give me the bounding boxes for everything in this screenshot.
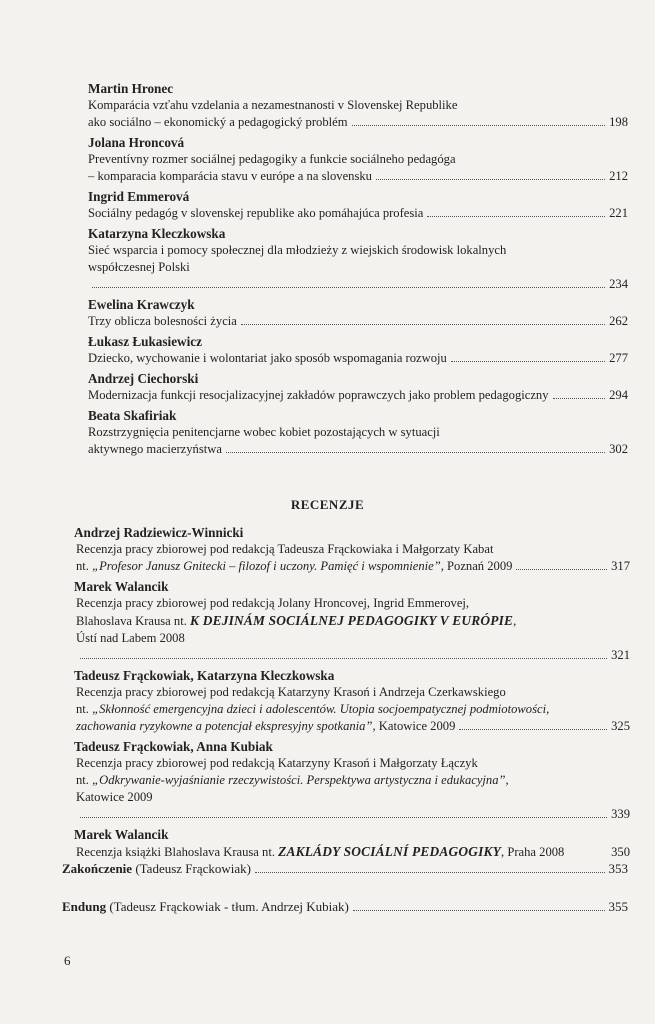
review-title-last-line	[74, 647, 630, 664]
review-page-number: 350	[611, 845, 630, 859]
review-title-line: Katowice 2009	[76, 790, 153, 804]
leader-dots	[516, 569, 607, 570]
toc-page-number: 302	[609, 442, 628, 456]
toc-author: Jolana Hroncová	[88, 135, 185, 150]
toc-title-text: Sociálny pedagóg v slovenskej republike ako pomáhajúca profesia	[88, 206, 424, 220]
closing-author: (Tadeusz Frąckowiak)	[132, 861, 251, 876]
toc-title-text: aktywnego macierzyństwa	[88, 442, 222, 456]
toc-title-last-line	[88, 276, 628, 293]
toc-entry	[88, 225, 628, 293]
toc-page-number: 262	[609, 314, 628, 328]
toc-title-text: Modernizacja funkcji resocjalizacyjnej zakładów poprawczych jako problem pedagogiczny	[88, 388, 549, 402]
toc-author: Ingrid Emmerová	[88, 189, 190, 204]
review-text: ,	[505, 773, 509, 787]
toc-list	[88, 80, 628, 461]
review-title-line: Recenzja pracy zbiorowej pod redakcją Katarzyny Krasoń i Małgorzaty Łączyk	[76, 756, 478, 770]
leader-dots	[553, 398, 606, 399]
leader-dots	[241, 324, 605, 325]
toc-title-last-line	[88, 168, 628, 185]
toc-page-number: 221	[609, 206, 628, 220]
endung-page-number: 355	[608, 899, 628, 914]
toc-author: Ewelina Krawczyk	[88, 297, 195, 312]
leader-dots	[376, 179, 605, 180]
toc-title-text: – komparacia komparácia stavu v európe a na slovensku	[88, 169, 372, 183]
endung-author: (Tadeusz Frąckowiak - tłum. Andrzej Kubiak)	[106, 899, 349, 914]
leader-dots	[353, 910, 605, 911]
toc-author: Katarzyna Kleczkowska	[88, 226, 226, 241]
review-entry	[74, 667, 630, 735]
leader-dots	[352, 125, 606, 126]
review-entry	[74, 738, 630, 823]
review-entry	[74, 524, 630, 575]
toc-title-last-line	[88, 350, 628, 367]
review-title-last-line	[74, 718, 630, 735]
toc-title-text: Trzy oblicza bolesności życia	[88, 314, 237, 328]
toc-page-number: 294	[609, 388, 628, 402]
review-book-title: ZAKLÁDY SOCIÁLNÍ PEDAGOGIKY	[278, 844, 502, 859]
closing-page-number: 353	[608, 861, 628, 876]
review-entry	[74, 826, 630, 861]
review-book-title: „Profesor Janusz Gnitecki – filozof i uczony. Pamięć i wspomnienie”	[92, 559, 441, 573]
review-title-line: Recenzja pracy zbiorowej pod redakcją Tadeusza Frąckowiaka i Małgorzaty Kabat	[76, 542, 494, 556]
toc-author: Beata Skafiriak	[88, 408, 177, 423]
toc-title-last-line	[88, 114, 628, 131]
leader-dots	[226, 452, 605, 453]
toc-page-number: 234	[609, 277, 628, 291]
review-title-line	[74, 701, 630, 718]
review-page-number: 317	[611, 559, 630, 573]
toc-page-number: 277	[609, 351, 628, 365]
leader-dots	[80, 658, 607, 659]
review-author: Tadeusz Frąckowiak, Katarzyna Kleczkowska	[74, 668, 335, 683]
review-text: ,	[513, 614, 517, 628]
toc-title-text: ako sociálno – ekonomický a pedagogický problém	[88, 115, 348, 129]
toc-page-number: 198	[609, 115, 628, 129]
review-text: Recenzja książki Blahoslava Krausa nt.	[76, 845, 279, 859]
review-page-number: 325	[611, 719, 630, 733]
toc-page-number: 212	[609, 169, 628, 183]
toc-entry	[88, 134, 628, 185]
review-author: Marek Walancik	[74, 579, 169, 594]
review-text: , Katowice 2009	[372, 719, 456, 733]
review-title-line: Ústí nad Labem 2008	[76, 631, 185, 645]
endung-title: Endung	[62, 899, 107, 914]
closing-entry	[62, 860, 628, 877]
closing-title: Zakończenie	[62, 861, 133, 876]
toc-entry	[88, 370, 628, 404]
toc-entry	[88, 80, 628, 131]
reviews-list	[74, 524, 630, 864]
leader-dots	[451, 361, 605, 362]
toc-title-line: Rozstrzygnięcia penitencjarne wobec kobiet pozostających w sytuacji	[88, 425, 440, 439]
review-author: Tadeusz Frąckowiak, Anna Kubiak	[74, 739, 273, 754]
review-title-line	[74, 772, 630, 789]
review-text: , Poznań 2009	[440, 559, 513, 573]
review-author: Marek Walancik	[74, 827, 169, 842]
page-number: 6	[64, 953, 71, 968]
toc-title-line: współczesnej Polski	[88, 260, 190, 274]
review-title-line	[74, 612, 630, 630]
review-text: nt.	[76, 773, 93, 787]
review-book-title: „Skłonność emergencyjna dzieci i adolescentów. Utopia socjoempatycznej podmiotowości,	[92, 702, 550, 716]
toc-author: Łukasz Łukasiewicz	[88, 334, 202, 349]
review-book-title: K DEJINÁM SOCIÁLNEJ PEDAGOGIKY V EURÓPIE	[190, 613, 514, 628]
review-book-title: „Odkrywanie-wyjaśnianie rzeczywistości. Perspektywa artystyczna i edukacyjna”	[92, 773, 506, 787]
leader-dots	[80, 817, 607, 818]
review-entry	[74, 578, 630, 664]
review-text: nt.	[76, 702, 93, 716]
toc-entry	[88, 296, 628, 330]
toc-title-line: Preventívny rozmer sociálnej pedagogiky a funkcie sociálneho pedagóga	[88, 152, 456, 166]
toc-title-last-line	[88, 441, 628, 458]
toc-author: Martin Hronec	[88, 81, 174, 96]
review-title-last-line	[74, 806, 630, 823]
section-heading: RECENZJE	[290, 497, 365, 512]
review-title-line: Recenzja pracy zbiorowej pod redakcją Katarzyny Krasoń i Andrzeja Czerkawskiego	[76, 685, 506, 699]
toc-title-line: Komparácia vzťahu vzdelania a nezamestnanosti v Slovenskej Republike	[88, 98, 458, 112]
review-page-number: 321	[611, 648, 630, 662]
leader-dots	[459, 729, 607, 730]
toc-author: Andrzej Ciechorski	[88, 371, 199, 386]
leader-dots	[92, 287, 605, 288]
review-book-title: zachowania ryzykowne a potencjał ekspresyjny spotkania”	[76, 719, 373, 733]
toc-entry	[88, 407, 628, 458]
toc-title-last-line	[88, 387, 628, 404]
toc-entry	[88, 333, 628, 367]
toc-title-last-line	[88, 313, 628, 330]
toc-entry	[88, 188, 628, 222]
review-text: Blahoslava Krausa nt.	[76, 614, 191, 628]
review-text: , Praha 2008	[501, 845, 565, 859]
toc-title-last-line	[88, 205, 628, 222]
review-author: Andrzej Radziewicz-Winnicki	[74, 525, 244, 540]
review-title-last-line	[74, 558, 630, 575]
review-text: nt.	[76, 559, 93, 573]
leader-dots	[427, 216, 605, 217]
review-title-line: Recenzja pracy zbiorowej pod redakcją Jolany Hroncovej, Ingrid Emmerovej,	[76, 596, 470, 610]
toc-title-line: Sieć wsparcia i pomocy społecznej dla młodzieży z wiejskich środowisk lokalnych	[88, 243, 507, 257]
endung-entry	[62, 898, 628, 915]
leader-dots	[255, 872, 605, 873]
review-page-number: 339	[611, 807, 630, 821]
review-title-last-line	[74, 843, 630, 861]
toc-title-text: Dziecko, wychowanie i wolontariat jako sposób wspomagania rozwoju	[88, 351, 447, 365]
